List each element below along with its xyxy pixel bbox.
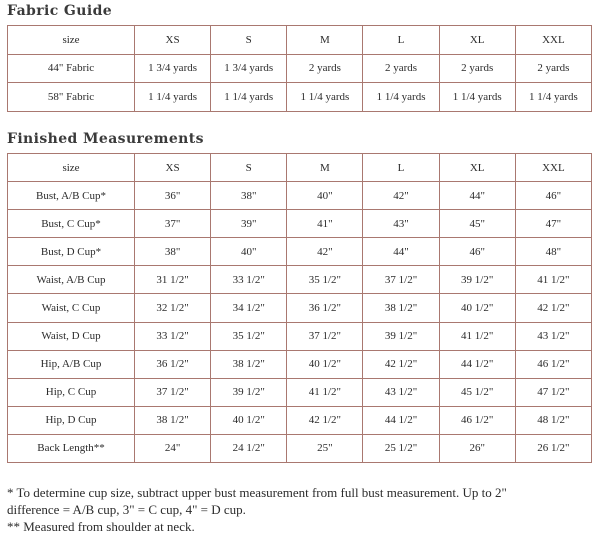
value-cell: 36 1/2" xyxy=(135,350,211,378)
row-label-cell: Waist, D Cup xyxy=(8,322,135,350)
footnote-cup-size: * To determine cup size, subtract upper bust measurement from full bust measurement. Up to 2" xyxy=(7,485,507,500)
value-cell: 24" xyxy=(135,434,211,462)
value-cell: 24 1/2" xyxy=(211,434,287,462)
table-row xyxy=(8,434,592,462)
value-cell: 33 1/2" xyxy=(135,322,211,350)
table-header-row xyxy=(8,154,592,182)
value-cell: 1 1/4 yards xyxy=(211,83,287,112)
row-label-cell: size xyxy=(8,154,135,182)
table-row xyxy=(8,210,592,238)
value-cell: 2 yards xyxy=(363,54,439,83)
row-label-cell: Hip, A/B Cup xyxy=(8,350,135,378)
value-cell: 35 1/2" xyxy=(287,266,363,294)
row-label-cell: Bust, D Cup* xyxy=(8,238,135,266)
row-label-cell: size xyxy=(8,26,135,55)
value-cell: 42 1/2" xyxy=(287,406,363,434)
value-cell: 38" xyxy=(135,238,211,266)
finished-measurements-table xyxy=(7,153,592,463)
value-cell: 40" xyxy=(287,182,363,210)
footnotes xyxy=(7,484,595,535)
fabric-guide-table xyxy=(7,25,592,112)
value-cell: 46 1/2" xyxy=(439,406,515,434)
value-cell: 1 1/4 yards xyxy=(363,83,439,112)
value-cell: S xyxy=(211,26,287,55)
value-cell: 2 yards xyxy=(515,54,591,83)
value-cell: 39 1/2" xyxy=(211,378,287,406)
value-cell: 26" xyxy=(439,434,515,462)
row-label-cell: Bust, A/B Cup* xyxy=(8,182,135,210)
value-cell: 41 1/2" xyxy=(515,266,591,294)
value-cell: 39 1/2" xyxy=(439,266,515,294)
value-cell: XXL xyxy=(515,26,591,55)
footnote-back-length: ** Measured from shoulder at neck. xyxy=(7,519,195,534)
row-label-cell: 58" Fabric xyxy=(8,83,135,112)
table-row xyxy=(8,322,592,350)
value-cell: XS xyxy=(135,154,211,182)
value-cell: 46 1/2" xyxy=(515,350,591,378)
value-cell: 25 1/2" xyxy=(363,434,439,462)
value-cell: L xyxy=(363,154,439,182)
value-cell: 40 1/2" xyxy=(439,294,515,322)
value-cell: 38 1/2" xyxy=(135,406,211,434)
value-cell: 26 1/2" xyxy=(515,434,591,462)
value-cell: 47" xyxy=(515,210,591,238)
value-cell: 42 1/2" xyxy=(515,294,591,322)
value-cell: 1 1/4 yards xyxy=(135,83,211,112)
value-cell: 32 1/2" xyxy=(135,294,211,322)
value-cell: 34 1/2" xyxy=(211,294,287,322)
row-label-cell: Bust, C Cup* xyxy=(8,210,135,238)
value-cell: 2 yards xyxy=(287,54,363,83)
table-header-row xyxy=(8,26,592,55)
value-cell: 37 1/2" xyxy=(135,378,211,406)
value-cell: 38 1/2" xyxy=(363,294,439,322)
value-cell: 42" xyxy=(363,182,439,210)
value-cell: 35 1/2" xyxy=(211,322,287,350)
table-row xyxy=(8,406,592,434)
value-cell: 44 1/2" xyxy=(439,350,515,378)
table-row xyxy=(8,350,592,378)
value-cell: L xyxy=(363,26,439,55)
value-cell: 46" xyxy=(439,238,515,266)
value-cell: 1 3/4 yards xyxy=(135,54,211,83)
value-cell: S xyxy=(211,154,287,182)
row-label-cell: Back Length** xyxy=(8,434,135,462)
finished-measurements-body xyxy=(8,154,592,463)
value-cell: 38" xyxy=(211,182,287,210)
table-row xyxy=(8,266,592,294)
value-cell: 33 1/2" xyxy=(211,266,287,294)
value-cell: 42 1/2" xyxy=(363,350,439,378)
value-cell: 42" xyxy=(287,238,363,266)
table-row xyxy=(8,83,592,112)
value-cell: 43 1/2" xyxy=(515,322,591,350)
value-cell: 45 1/2" xyxy=(439,378,515,406)
value-cell: 1 1/4 yards xyxy=(515,83,591,112)
row-label-cell: Hip, C Cup xyxy=(8,378,135,406)
row-label-cell: 44" Fabric xyxy=(8,54,135,83)
value-cell: 44" xyxy=(439,182,515,210)
footnote-cup-size-continued: difference = A/B cup, 3" = C cup, 4" = D cup. xyxy=(7,502,246,517)
value-cell: 1 1/4 yards xyxy=(287,83,363,112)
value-cell: 2 yards xyxy=(439,54,515,83)
value-cell: 1 1/4 yards xyxy=(439,83,515,112)
value-cell: 25" xyxy=(287,434,363,462)
value-cell: M xyxy=(287,26,363,55)
value-cell: 37 1/2" xyxy=(287,322,363,350)
value-cell: XS xyxy=(135,26,211,55)
table-row xyxy=(8,238,592,266)
value-cell: 41 1/2" xyxy=(439,322,515,350)
value-cell: 37" xyxy=(135,210,211,238)
value-cell: 31 1/2" xyxy=(135,266,211,294)
value-cell: XXL xyxy=(515,154,591,182)
value-cell: 43 1/2" xyxy=(363,378,439,406)
row-label-cell: Hip, D Cup xyxy=(8,406,135,434)
row-label-cell: Waist, A/B Cup xyxy=(8,266,135,294)
value-cell: 1 3/4 yards xyxy=(211,54,287,83)
table-row xyxy=(8,54,592,83)
value-cell: 40" xyxy=(211,238,287,266)
value-cell: M xyxy=(287,154,363,182)
table-row xyxy=(8,378,592,406)
value-cell: 40 1/2" xyxy=(287,350,363,378)
value-cell: 37 1/2" xyxy=(363,266,439,294)
value-cell: 36" xyxy=(135,182,211,210)
value-cell: 41" xyxy=(287,210,363,238)
fabric-guide-body xyxy=(8,26,592,112)
value-cell: 38 1/2" xyxy=(211,350,287,378)
value-cell: 39 1/2" xyxy=(363,322,439,350)
value-cell: 36 1/2" xyxy=(287,294,363,322)
value-cell: XL xyxy=(439,154,515,182)
finished-measurements-title: Finished Measurements xyxy=(7,131,204,147)
value-cell: 44 1/2" xyxy=(363,406,439,434)
table-row xyxy=(8,182,592,210)
value-cell: 44" xyxy=(363,238,439,266)
value-cell: 43" xyxy=(363,210,439,238)
value-cell: XL xyxy=(439,26,515,55)
value-cell: 48 1/2" xyxy=(515,406,591,434)
value-cell: 47 1/2" xyxy=(515,378,591,406)
fabric-guide-title: Fabric Guide xyxy=(7,3,113,19)
value-cell: 48" xyxy=(515,238,591,266)
table-row xyxy=(8,294,592,322)
value-cell: 40 1/2" xyxy=(211,406,287,434)
row-label-cell: Waist, C Cup xyxy=(8,294,135,322)
value-cell: 46" xyxy=(515,182,591,210)
value-cell: 41 1/2" xyxy=(287,378,363,406)
value-cell: 39" xyxy=(211,210,287,238)
value-cell: 45" xyxy=(439,210,515,238)
